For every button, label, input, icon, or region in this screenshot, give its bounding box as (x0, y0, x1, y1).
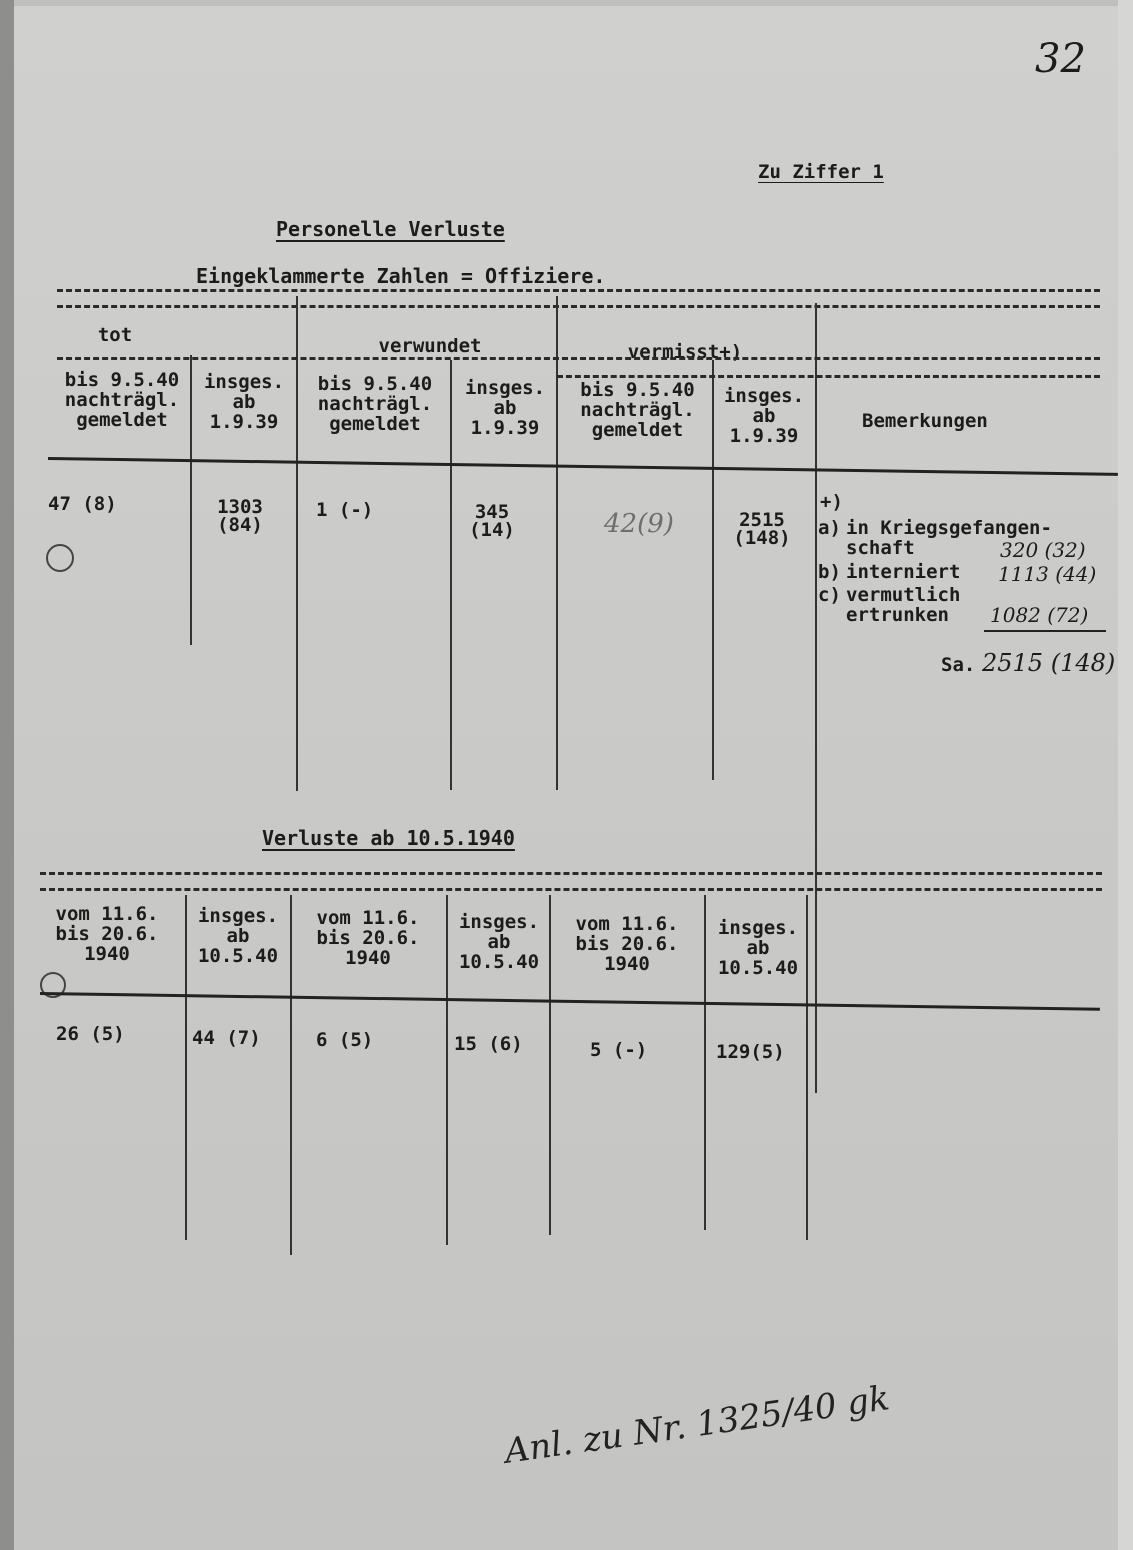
table1-divider (296, 296, 298, 791)
value-tot-insges: 1303 (84) (217, 496, 263, 536)
subheader2-vermisst-insges: insges. ab 10.5.40 (717, 917, 799, 979)
subheader-vermisst-bis: bis 9.5.40 nachträgl. gemeldet (580, 379, 695, 441)
remarks-c-label: c) (818, 584, 841, 606)
remarks-b-label: b) (818, 561, 841, 583)
subheader-verwundet-bis: bis 9.5.40 nachträgl. gemeldet (317, 373, 433, 435)
remarks-b-text: interniert (846, 561, 961, 583)
value-tot-bis: 47 (8) (48, 493, 117, 515)
table1-top-rule (57, 289, 1100, 292)
scan-left-edge (0, 0, 14, 1550)
value-vermisst-bis-handwritten: 42(9) (604, 509, 674, 539)
group-header-tot: tot (97, 324, 133, 346)
table1-top-rule-2 (57, 305, 1100, 308)
table1-divider (450, 360, 452, 790)
remarks-a-label: a) (818, 517, 841, 539)
subheader2-tot-vom: vom 11.6. bis 20.6. 1940 (55, 903, 159, 965)
remarks-marker: +) (820, 491, 843, 513)
subheader2-tot-insges: insges. ab 10.5.40 (197, 905, 279, 967)
section2-title: Verluste ab 10.5.1940 (262, 826, 515, 850)
remarks-c-value: 1082 (72) (990, 603, 1089, 627)
page-number: 32 (1035, 36, 1086, 82)
table1-header-rule (57, 357, 1100, 360)
table1-header-rule-2 (557, 375, 1100, 378)
document-page (14, 6, 1118, 1550)
table2-top-rule (40, 872, 1102, 875)
subheader-vermisst-insges: insges. ab 1.9.39 (723, 385, 805, 447)
document-title: Personelle Verluste (276, 217, 505, 241)
value2-vermisst-insges: 129(5) (716, 1041, 785, 1063)
value2-tot-insges: 44 (7) (192, 1027, 261, 1049)
value2-tot-vom: 26 (5) (56, 1023, 125, 1045)
remarks-a-text: in Kriegsgefangen- schaft (846, 517, 1052, 559)
value-verwundet-insges: 345 (14) (469, 501, 515, 541)
value2-verwundet-insges: 15 (6) (454, 1033, 523, 1055)
remarks-c-text: vermutlich ertrunken (846, 584, 961, 626)
group-header-vermisst: vermisst+) (627, 341, 743, 363)
value-vermisst-insges: 2515 (148) (733, 509, 791, 549)
scan-right-edge (1118, 0, 1133, 1550)
punch-hole (46, 544, 74, 572)
remarks-sum-label: Sa. (941, 654, 976, 676)
table2-divider (704, 895, 706, 1230)
subheader-tot-bis: bis 9.5.40 nachträgl. gemeldet (64, 369, 180, 431)
subheader-verwundet-insges: insges. ab 1.9.39 (464, 377, 546, 439)
subheader2-verwundet-insges: insges. ab 10.5.40 (458, 911, 540, 973)
legend-note: Eingeklammerte Zahlen = Offiziere. (196, 264, 606, 288)
group-header-verwundet: verwundet (378, 335, 482, 357)
value2-verwundet-vom: 6 (5) (316, 1029, 374, 1051)
remarks-header: Bemerkungen (862, 410, 988, 432)
remarks-a-value: 320 (32) (1000, 538, 1086, 562)
remarks-sum-rule (984, 630, 1106, 632)
table2-top-rule-2 (40, 888, 1102, 891)
subheader2-vermisst-vom: vom 11.6. bis 20.6. 1940 (575, 913, 679, 975)
value2-vermisst-vom: 5 (-) (590, 1039, 648, 1061)
remarks-b-value: 1113 (44) (998, 562, 1097, 586)
value-verwundet-bis: 1 (-) (316, 499, 374, 521)
subheader-tot-insges: insges. ab 1.9.39 (203, 371, 285, 433)
reference-heading: Zu Ziffer 1 (758, 161, 884, 183)
footer-handwritten-note: Anl. zu Nr. 1325/40 gk (502, 1378, 892, 1472)
remarks-sum-value: 2515 (148) (982, 649, 1116, 677)
table1-divider (815, 303, 817, 1093)
table1-divider (556, 296, 558, 790)
table2-divider (290, 895, 292, 1255)
subheader2-verwundet-vom: vom 11.6. bis 20.6. 1940 (316, 907, 420, 969)
